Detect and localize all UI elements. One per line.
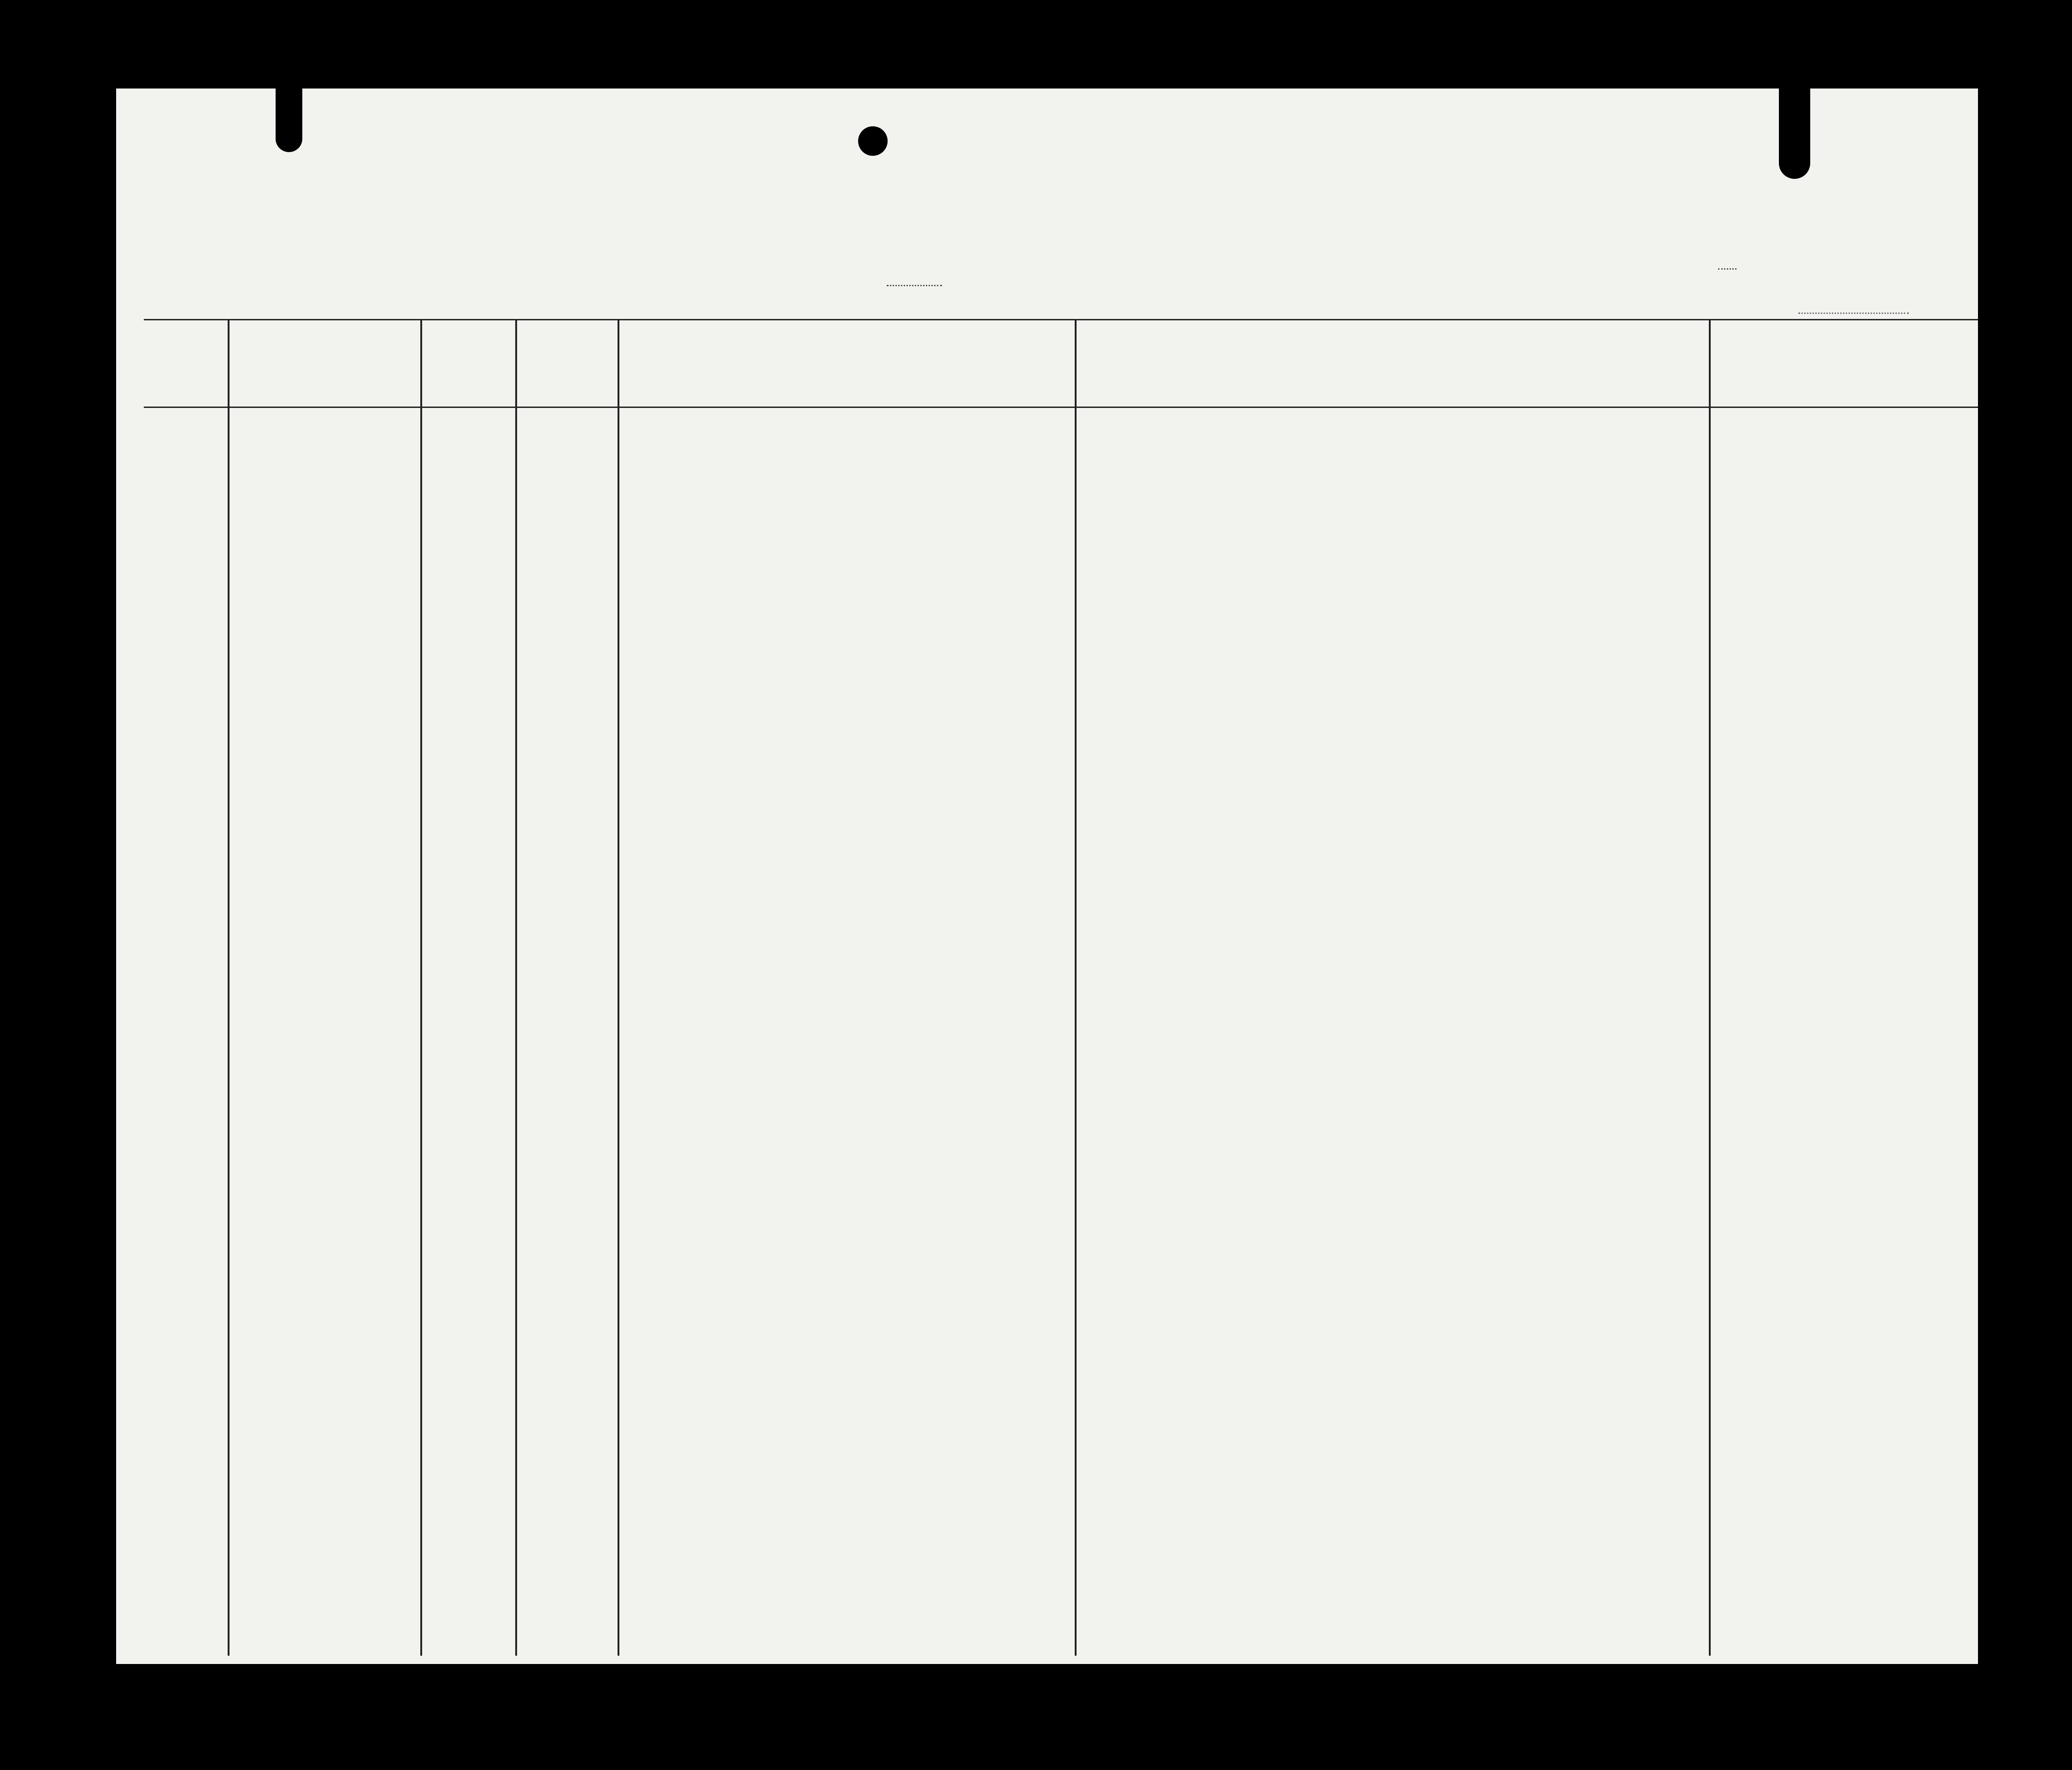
punch-hole [858, 126, 888, 156]
punch-hole [1779, 88, 1810, 179]
col-divider-references [1709, 319, 1711, 1656]
punch-hole [276, 88, 302, 152]
col-divider-time [618, 319, 619, 1656]
table-header-bottom [144, 407, 1978, 408]
record-page [116, 88, 1978, 1664]
col-divider-date [228, 319, 230, 1656]
col-divider-crew [515, 319, 517, 1656]
page-number-label [1718, 243, 1736, 269]
col-divider-aircraft [420, 319, 422, 1656]
col-divider-summary [1075, 319, 1077, 1656]
table-top-border [144, 319, 1978, 320]
page-no-value [1718, 249, 1736, 270]
pages-used-line [1798, 313, 1909, 314]
unit-value [887, 285, 942, 286]
